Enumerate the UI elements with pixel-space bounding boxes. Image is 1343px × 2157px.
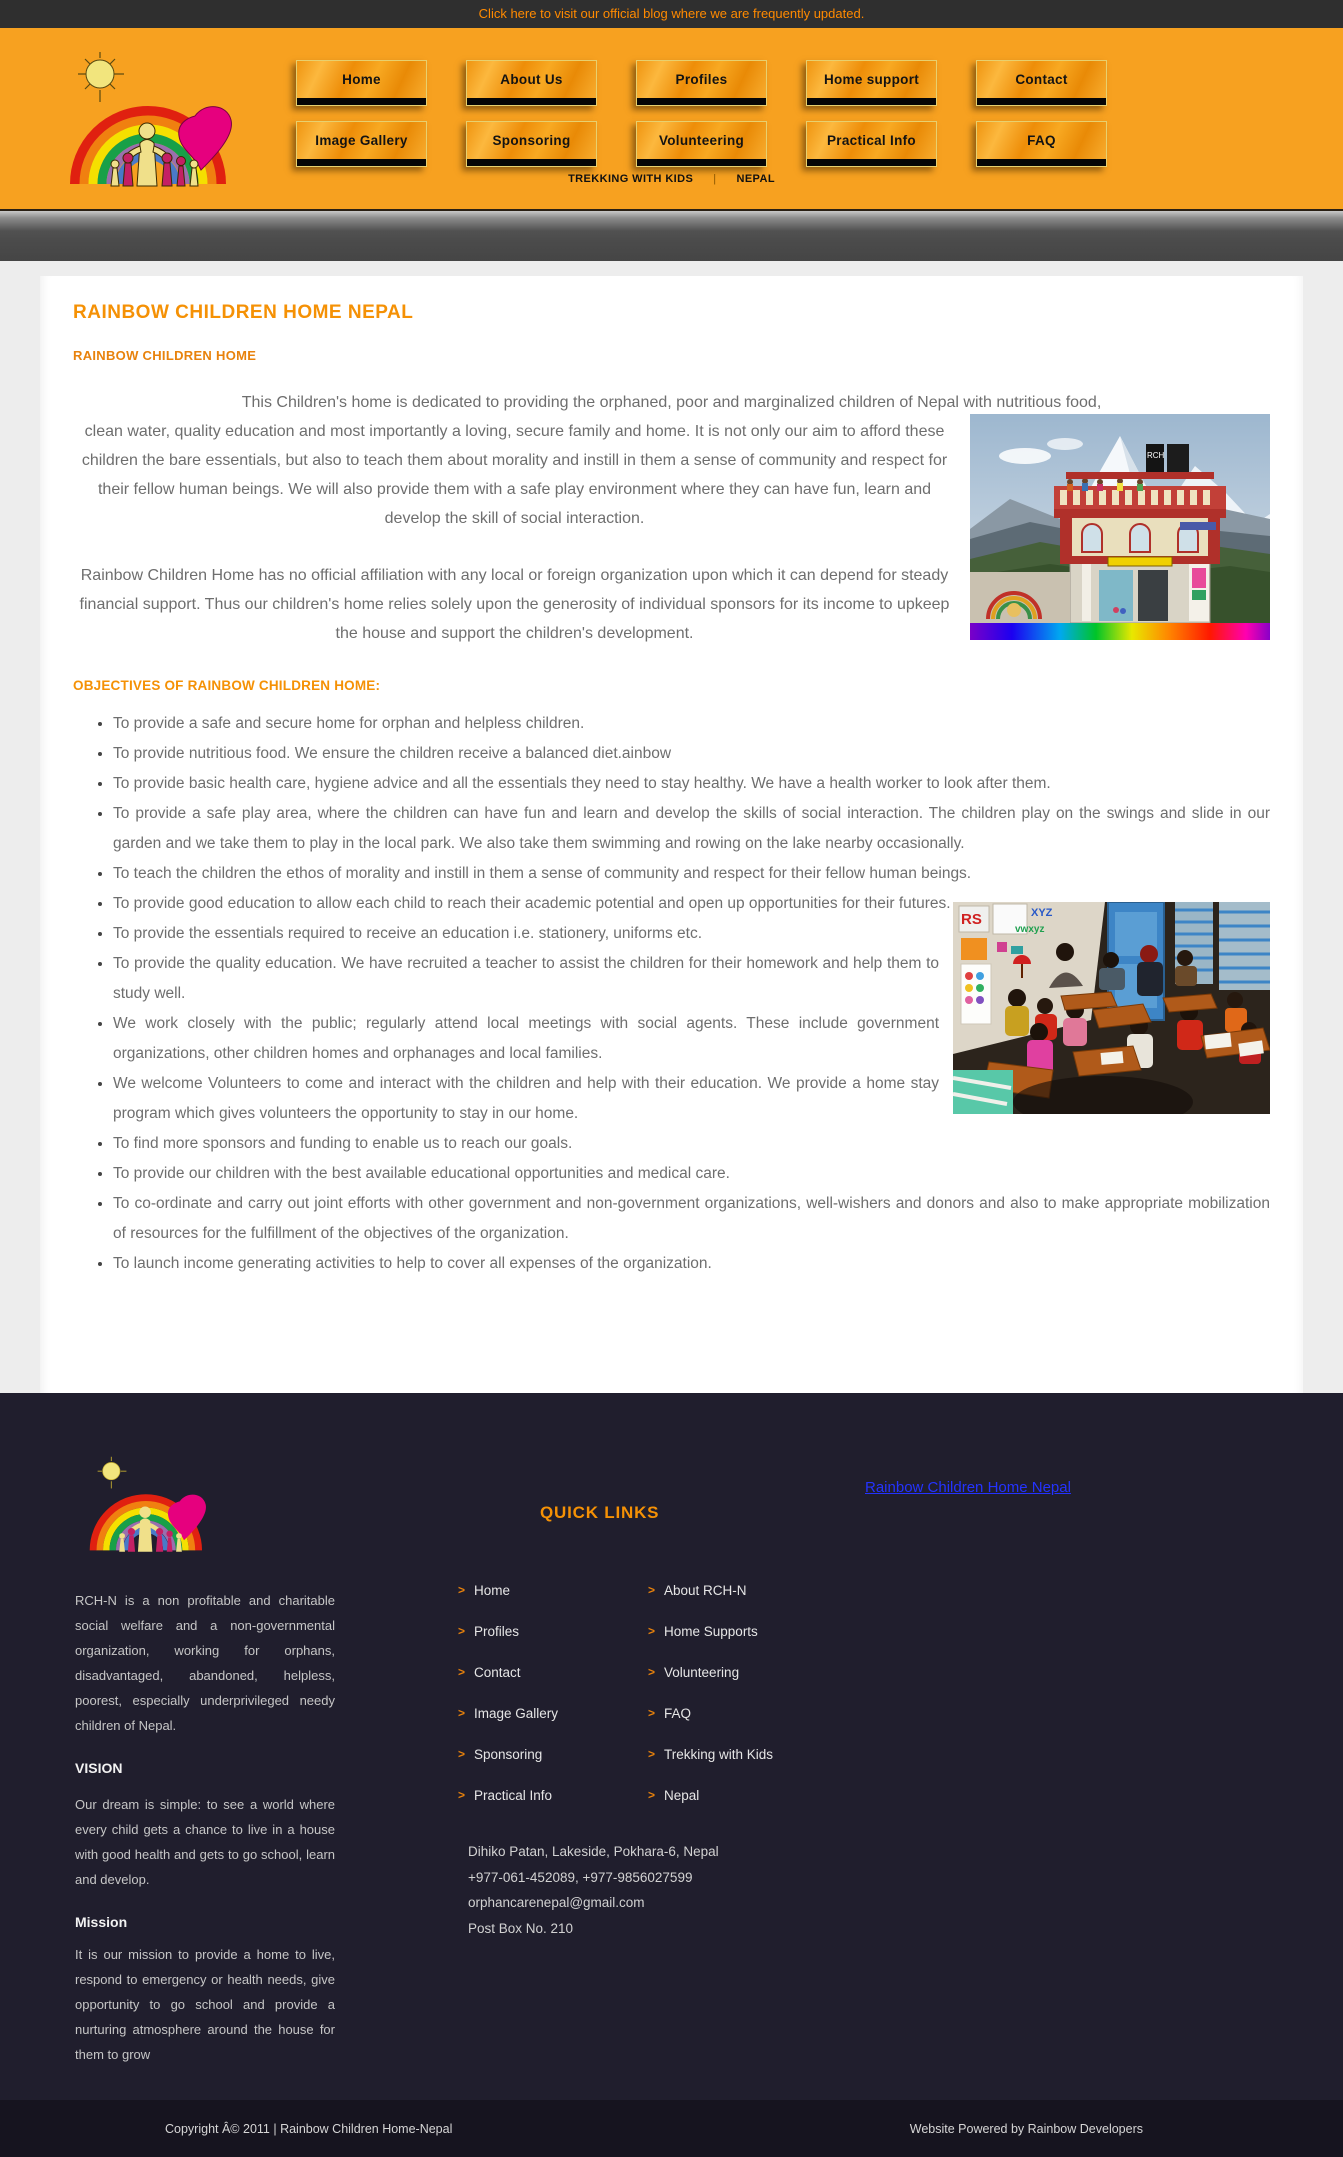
footer-link-contact[interactable]: > Contact (458, 1665, 521, 1680)
arrow-icon: > (458, 1665, 466, 1679)
nav-trekking-with-kids-link[interactable]: TREKKING WITH KIDS (568, 173, 694, 185)
arrow-icon: > (648, 1624, 656, 1638)
svg-text:vwxyz: vwxyz (1015, 924, 1045, 935)
post-box: Post Box No. 210 (468, 1920, 574, 1936)
nav-contact-button[interactable]: Contact (976, 60, 1107, 106)
svg-text:XYZ: XYZ (1031, 907, 1053, 919)
nav-sponsoring-button[interactable]: Sponsoring (466, 121, 597, 167)
blog-link[interactable]: Click here to visit our official blog where we are frequently updated. (478, 6, 865, 21)
nav-image-gallery-button[interactable]: Image Gallery (296, 121, 427, 167)
arrow-icon: > (648, 1747, 656, 1761)
objective-item: • To provide basic health care, hygiene advice and all the essentials they need to stay healthy. We have a health worker to look after them. (113, 769, 1270, 799)
objective-item: • We work closely with the public; regularly attend local meetings with social agents. These include government organizations, other children homes and orphanages and local families. (113, 1009, 1270, 1069)
header-divider (0, 209, 1343, 261)
svg-text:RCH: RCH (1147, 451, 1165, 460)
footer-link-trekking-with-kids[interactable]: > Trekking with Kids (648, 1747, 774, 1762)
footer-link-sponsoring[interactable]: > Sponsoring (458, 1747, 543, 1762)
footer-address (468, 1839, 719, 1941)
footer-link-practical-info[interactable]: > Practical Info (458, 1788, 553, 1803)
objective-item: • To teach the children the ethos of morality and instill in them a sense of community and respect for their fellow human beings. (113, 859, 1270, 889)
objective-item: • To co-ordinate and carry out joint efforts with other government and non-government organizations, well-wishers and donors and also to make appropriate mobilization of resources for the fulfillment of the objectives of the organization. (113, 1189, 1270, 1249)
page-subtitle: RAINBOW CHILDREN HOME (73, 348, 257, 363)
nav-faq-button[interactable]: FAQ (976, 121, 1107, 167)
address-line: Dihiko Patan, Lakeside, Pokhara-6, Nepal (468, 1844, 719, 1859)
bottom-bar (0, 2100, 1343, 2157)
objective-item-text: To provide the essentials required to receive an education i.e. stationery, uniforms etc. (113, 925, 703, 942)
phone-numbers: +977-061-452089, +977-9856027599 (468, 1869, 693, 1885)
arrow-icon: > (648, 1583, 656, 1597)
nav-about-us-button[interactable]: About Us (466, 60, 597, 106)
objectives-list (73, 709, 1270, 1279)
vision-heading: VISION (75, 1760, 123, 1776)
arrow-icon: > (648, 1665, 656, 1679)
arrow-icon: > (458, 1624, 466, 1638)
objective-item: • To provide a safe play area, where the children can have fun and learn and develop the skills of social interaction. The children play on the swings and slide in our garden and we take them to play in the local park. We also take them swimming and rowing on the lake nearby occasionally. (113, 799, 1270, 859)
quick-links-column-2 (648, 1583, 858, 1829)
objective-item: • To provide a safe and secure home for orphan and helpless children. (113, 709, 1270, 739)
arrow-icon: > (458, 1583, 466, 1597)
vision-text: Our dream is simple: to see a world where every child gets a chance to live in a house with good health and gets to go school, learn and develop. (75, 1797, 335, 1887)
arrow-icon: > (648, 1706, 656, 1720)
intro-paragraph (73, 417, 1270, 533)
nav-nepal-link[interactable]: NEPAL (736, 173, 775, 185)
objectives-heading: OBJECTIVES OF RAINBOW CHILDREN HOME: (73, 678, 381, 693)
mission-text: It is our mission to provide a home to live, respond to emergency or health needs, give opportunity to go school and provide a nurturing atmosphere around the house for them to grow (75, 1947, 335, 2062)
subnav-separator: | (713, 173, 717, 185)
objective-item: • To provide good education to allow each child to reach their academic potential and open up opportunities for their futures. (113, 889, 1270, 919)
footer-site-link[interactable]: Rainbow Children Home Nepal (865, 1479, 1071, 1496)
site-header (0, 28, 1343, 209)
main-area (0, 261, 1343, 1393)
footer-link-nepal[interactable]: > Nepal (648, 1788, 700, 1803)
classroom-photo (953, 902, 1270, 1114)
arrow-icon: > (458, 1788, 466, 1802)
footer (0, 1393, 1343, 2100)
copyright-text: Copyright Â© 2011 | Rainbow Children Home-Nepal (165, 2121, 453, 2136)
powered-by-text: Website Powered by Rainbow Developers (909, 2121, 1143, 2136)
footer-link-profiles[interactable]: > Profiles (458, 1624, 520, 1639)
objective-item: • To find more sponsors and funding to enable us to reach our goals. (113, 1129, 1270, 1159)
footer-about-text: RCH-N is a non profitable and charitable social welfare and a non-governmental organization, working for orphans, disadvantaged, abandoned, helpless, poorest, especially underprivileged needy children of Nepal. (75, 1593, 335, 1733)
nav-profiles-button[interactable]: Profiles (636, 60, 767, 106)
nav-home-support-button[interactable]: Home support (806, 60, 937, 106)
nav-practical-info-button[interactable]: Practical Info (806, 121, 937, 167)
objective-item (113, 907, 1270, 949)
intro-paragraph-first-line: This Children's home is dedicated to providing the orphaned, poor and marginalized children of Nepal with nutritious food, (241, 394, 1102, 411)
objective-item: • To provide the quality education. We have recruited a teacher to assist the children for their homework and help them to study well. (113, 949, 1270, 1009)
footer-rainbow-logo (58, 1451, 233, 1559)
email-address: orphancarenepal@gmail.com (468, 1895, 645, 1910)
affiliation-paragraph: Rainbow Children Home has no official affiliation with any local or foreign organization upon which it can depend for steady financial support. Thus our children's home relies solely upon the generosity of individual sponsors for its income to upkeep the house and support the children's development. (79, 567, 950, 642)
objective-item: • We welcome Volunteers to come and interact with the children and help with their education. We provide a home stay program which gives volunteers the opportunity to stay in our home. (113, 1069, 1270, 1129)
arrow-icon: > (458, 1706, 466, 1720)
svg-text:RS: • RS (961, 911, 982, 928)
secondary-nav (0, 173, 1343, 185)
mission-heading: Mission (75, 1914, 128, 1930)
nav-home-button[interactable]: Home (296, 60, 427, 106)
arrow-icon: > (458, 1747, 466, 1761)
footer-link-home-supports[interactable]: > Home Supports (648, 1624, 758, 1639)
footer-link-volunteering[interactable]: > Volunteering (648, 1665, 740, 1680)
nav-volunteering-button[interactable]: Volunteering (636, 121, 767, 167)
footer-link-faq[interactable]: > FAQ (648, 1706, 692, 1721)
quick-links-heading: QUICK LINKS (540, 1503, 660, 1522)
quick-links (458, 1583, 858, 1829)
arrow-icon: > (648, 1788, 656, 1802)
footer-link-about-rchn[interactable]: > About RCH-N (648, 1583, 747, 1598)
building-photo (970, 414, 1270, 640)
content-panel (40, 276, 1303, 1393)
intro-paragraph-text: clean water, quality education and most importantly a loving, secure family and home. It is not only our aim to afford these children the bare essentials, but also to teach them about morality and instill in them a sense of community and respect for their fellow human beings. We will also provide them with a safe play environment where they can have fun, learn and develop the skill of social interaction. (81, 423, 948, 527)
objective-item: • To provide nutritious food. We ensure the children receive a balanced diet.ainbow (113, 739, 1270, 769)
top-announcement-bar (0, 0, 1343, 28)
objective-item: • To launch income generating activities to help to cover all expenses of the organization. (113, 1249, 1270, 1279)
page-title: RAINBOW CHILDREN HOME NEPAL (73, 302, 414, 323)
footer-about-column (75, 1588, 335, 2067)
footer-link-home[interactable]: > Home (458, 1583, 511, 1598)
quick-links-column-1 (458, 1583, 648, 1829)
footer-link-image-gallery[interactable]: > Image Gallery (458, 1706, 559, 1721)
objective-item: • To provide our children with the best available educational opportunities and medical care. (113, 1159, 1270, 1189)
